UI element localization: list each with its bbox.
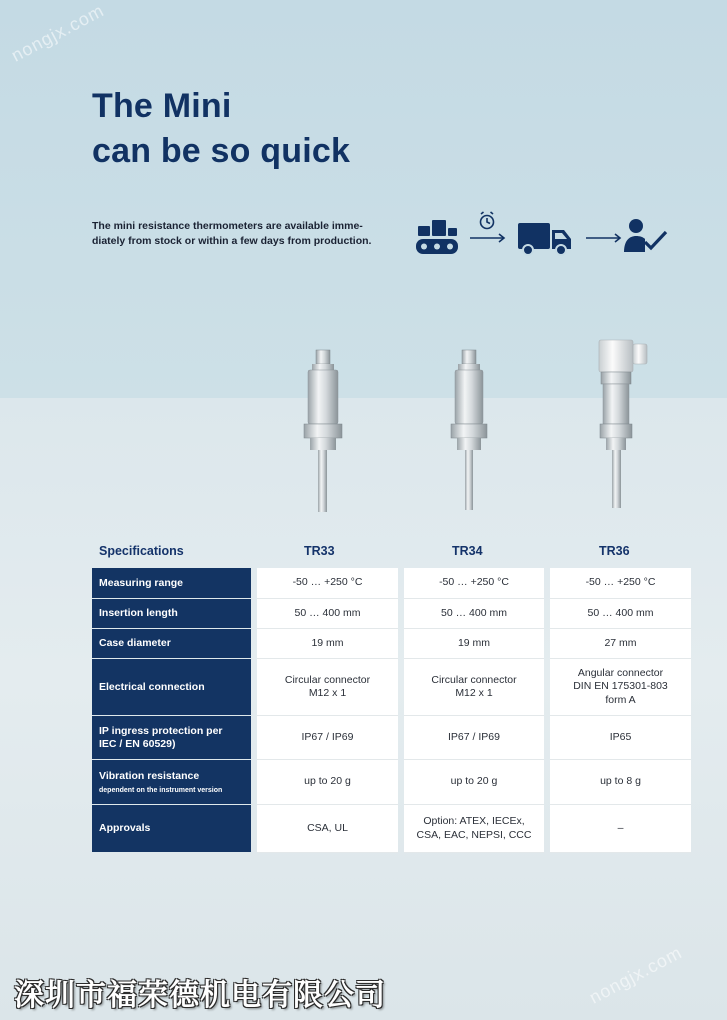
specifications-table: [92, 568, 691, 853]
table-row: [92, 760, 691, 805]
row-label-line: Approvals: [99, 822, 151, 834]
cell-line: IP67 / IP69: [448, 730, 500, 743]
cell-line: 50 … 400 mm: [587, 606, 654, 619]
alarm-clock-icon: [481, 212, 494, 229]
table-cell: [257, 629, 398, 659]
table-cell: [550, 760, 691, 805]
cell-line: Option: ATEX, IECEx,: [423, 815, 525, 827]
cell-line: Angular connector: [577, 666, 664, 679]
cell-line: -50 … +250 °C: [292, 576, 363, 589]
table-cell: [257, 760, 398, 805]
row-label: [92, 760, 251, 805]
row-label-line: Vibration resistance: [99, 770, 200, 782]
cell-line: IP65: [609, 730, 632, 743]
cell-line: CSA, EAC, NEPSI, CCC: [416, 828, 532, 841]
table-cell: [404, 760, 544, 805]
row-label: [92, 568, 251, 599]
table-cell: [404, 805, 544, 853]
cell-line: 50 … 400 mm: [441, 606, 507, 619]
page-title: [92, 84, 350, 174]
row-label: [92, 659, 251, 716]
table-cell: [404, 716, 544, 760]
cell-line: 19 mm: [457, 636, 491, 649]
cell-line: -50 … +250 °C: [439, 576, 509, 589]
intro-text: [92, 219, 392, 249]
product-images: [0, 330, 727, 520]
table-row: [92, 568, 691, 599]
arrow-icon: [586, 234, 620, 242]
table-cell: [257, 599, 398, 629]
watermark-bottom: nongjx.com: [586, 942, 686, 1008]
cell-line: –: [617, 821, 624, 834]
cell-line: 19 mm: [311, 636, 344, 649]
title-line-1: The Mini: [92, 87, 232, 125]
user-check-icon: [624, 219, 666, 252]
model-header-tr33: TR33: [304, 544, 335, 558]
tr33-thermometer-image: [304, 350, 342, 512]
row-label: [92, 599, 251, 629]
table-row: [92, 599, 691, 629]
table-cell: [550, 568, 691, 599]
delivery-workflow: [414, 208, 676, 264]
cell-line: up to 8 g: [600, 775, 641, 788]
model-header-tr36: TR36: [599, 544, 630, 558]
cell-line: DIN EN 175301-803: [573, 680, 668, 693]
cell-line: IP67 / IP69: [301, 730, 354, 743]
row-label: [92, 629, 251, 659]
table-cell: [257, 716, 398, 760]
title-line-2: can be so quick: [92, 132, 351, 170]
cell-line: up to 20 g: [304, 775, 351, 788]
watermark-top: nongjx.com: [8, 0, 108, 66]
table-row: [92, 805, 691, 853]
table-cell: [550, 629, 691, 659]
row-label-line: IP ingress protection per: [99, 724, 223, 737]
table-cell: [404, 659, 544, 716]
table-cell: [257, 568, 398, 599]
intro-line-2: diately from stock or within a few days from production.: [92, 235, 372, 247]
cell-line: CSA, UL: [307, 821, 348, 834]
table-cell: [404, 629, 544, 659]
table-cell: [257, 659, 398, 716]
table-row: [92, 716, 691, 760]
table-cell: [550, 659, 691, 716]
cell-line: 50 … 400 mm: [294, 606, 361, 619]
row-label-line: Electrical connection: [99, 680, 205, 693]
table-cell: [257, 805, 398, 853]
table-cell: [550, 805, 691, 853]
conveyor-icon: [416, 220, 458, 254]
table-cell: [550, 599, 691, 629]
tr34-thermometer-image: [451, 350, 487, 510]
model-header-tr34: TR34: [452, 544, 483, 558]
row-label-note: dependent on the instrument version: [99, 787, 223, 794]
cell-line: up to 20 g: [450, 775, 498, 788]
row-label: [92, 805, 251, 853]
table-row: [92, 659, 691, 716]
row-label: [92, 716, 251, 760]
delivery-truck-icon: [518, 223, 571, 255]
table-cell: [550, 716, 691, 760]
row-label-line: Case diameter: [99, 637, 171, 649]
cell-line: M12 x 1: [308, 687, 347, 699]
table-cell: [404, 568, 544, 599]
specifications-heading: Specifications: [99, 544, 184, 558]
table-cell: [404, 599, 544, 629]
row-label-line: IEC / EN 60529): [99, 737, 176, 750]
intro-line-1: The mini resistance thermometers are available imme-: [92, 220, 363, 232]
cell-line: 27 mm: [604, 636, 637, 649]
row-label-line: Insertion length: [99, 607, 178, 619]
cell-line: -50 … +250 °C: [585, 576, 656, 589]
table-row: [92, 629, 691, 659]
cell-line: form A: [605, 693, 636, 706]
row-label-line: Measuring range: [99, 576, 184, 589]
arrow-icon: [470, 234, 504, 242]
cell-line: M12 x 1: [455, 687, 493, 699]
cell-line: Circular connector: [284, 673, 371, 686]
tr36-thermometer-image: [599, 340, 647, 508]
cell-line: Circular connector: [431, 673, 517, 686]
company-name: 深圳市福荣德机电有限公司: [14, 979, 386, 1012]
